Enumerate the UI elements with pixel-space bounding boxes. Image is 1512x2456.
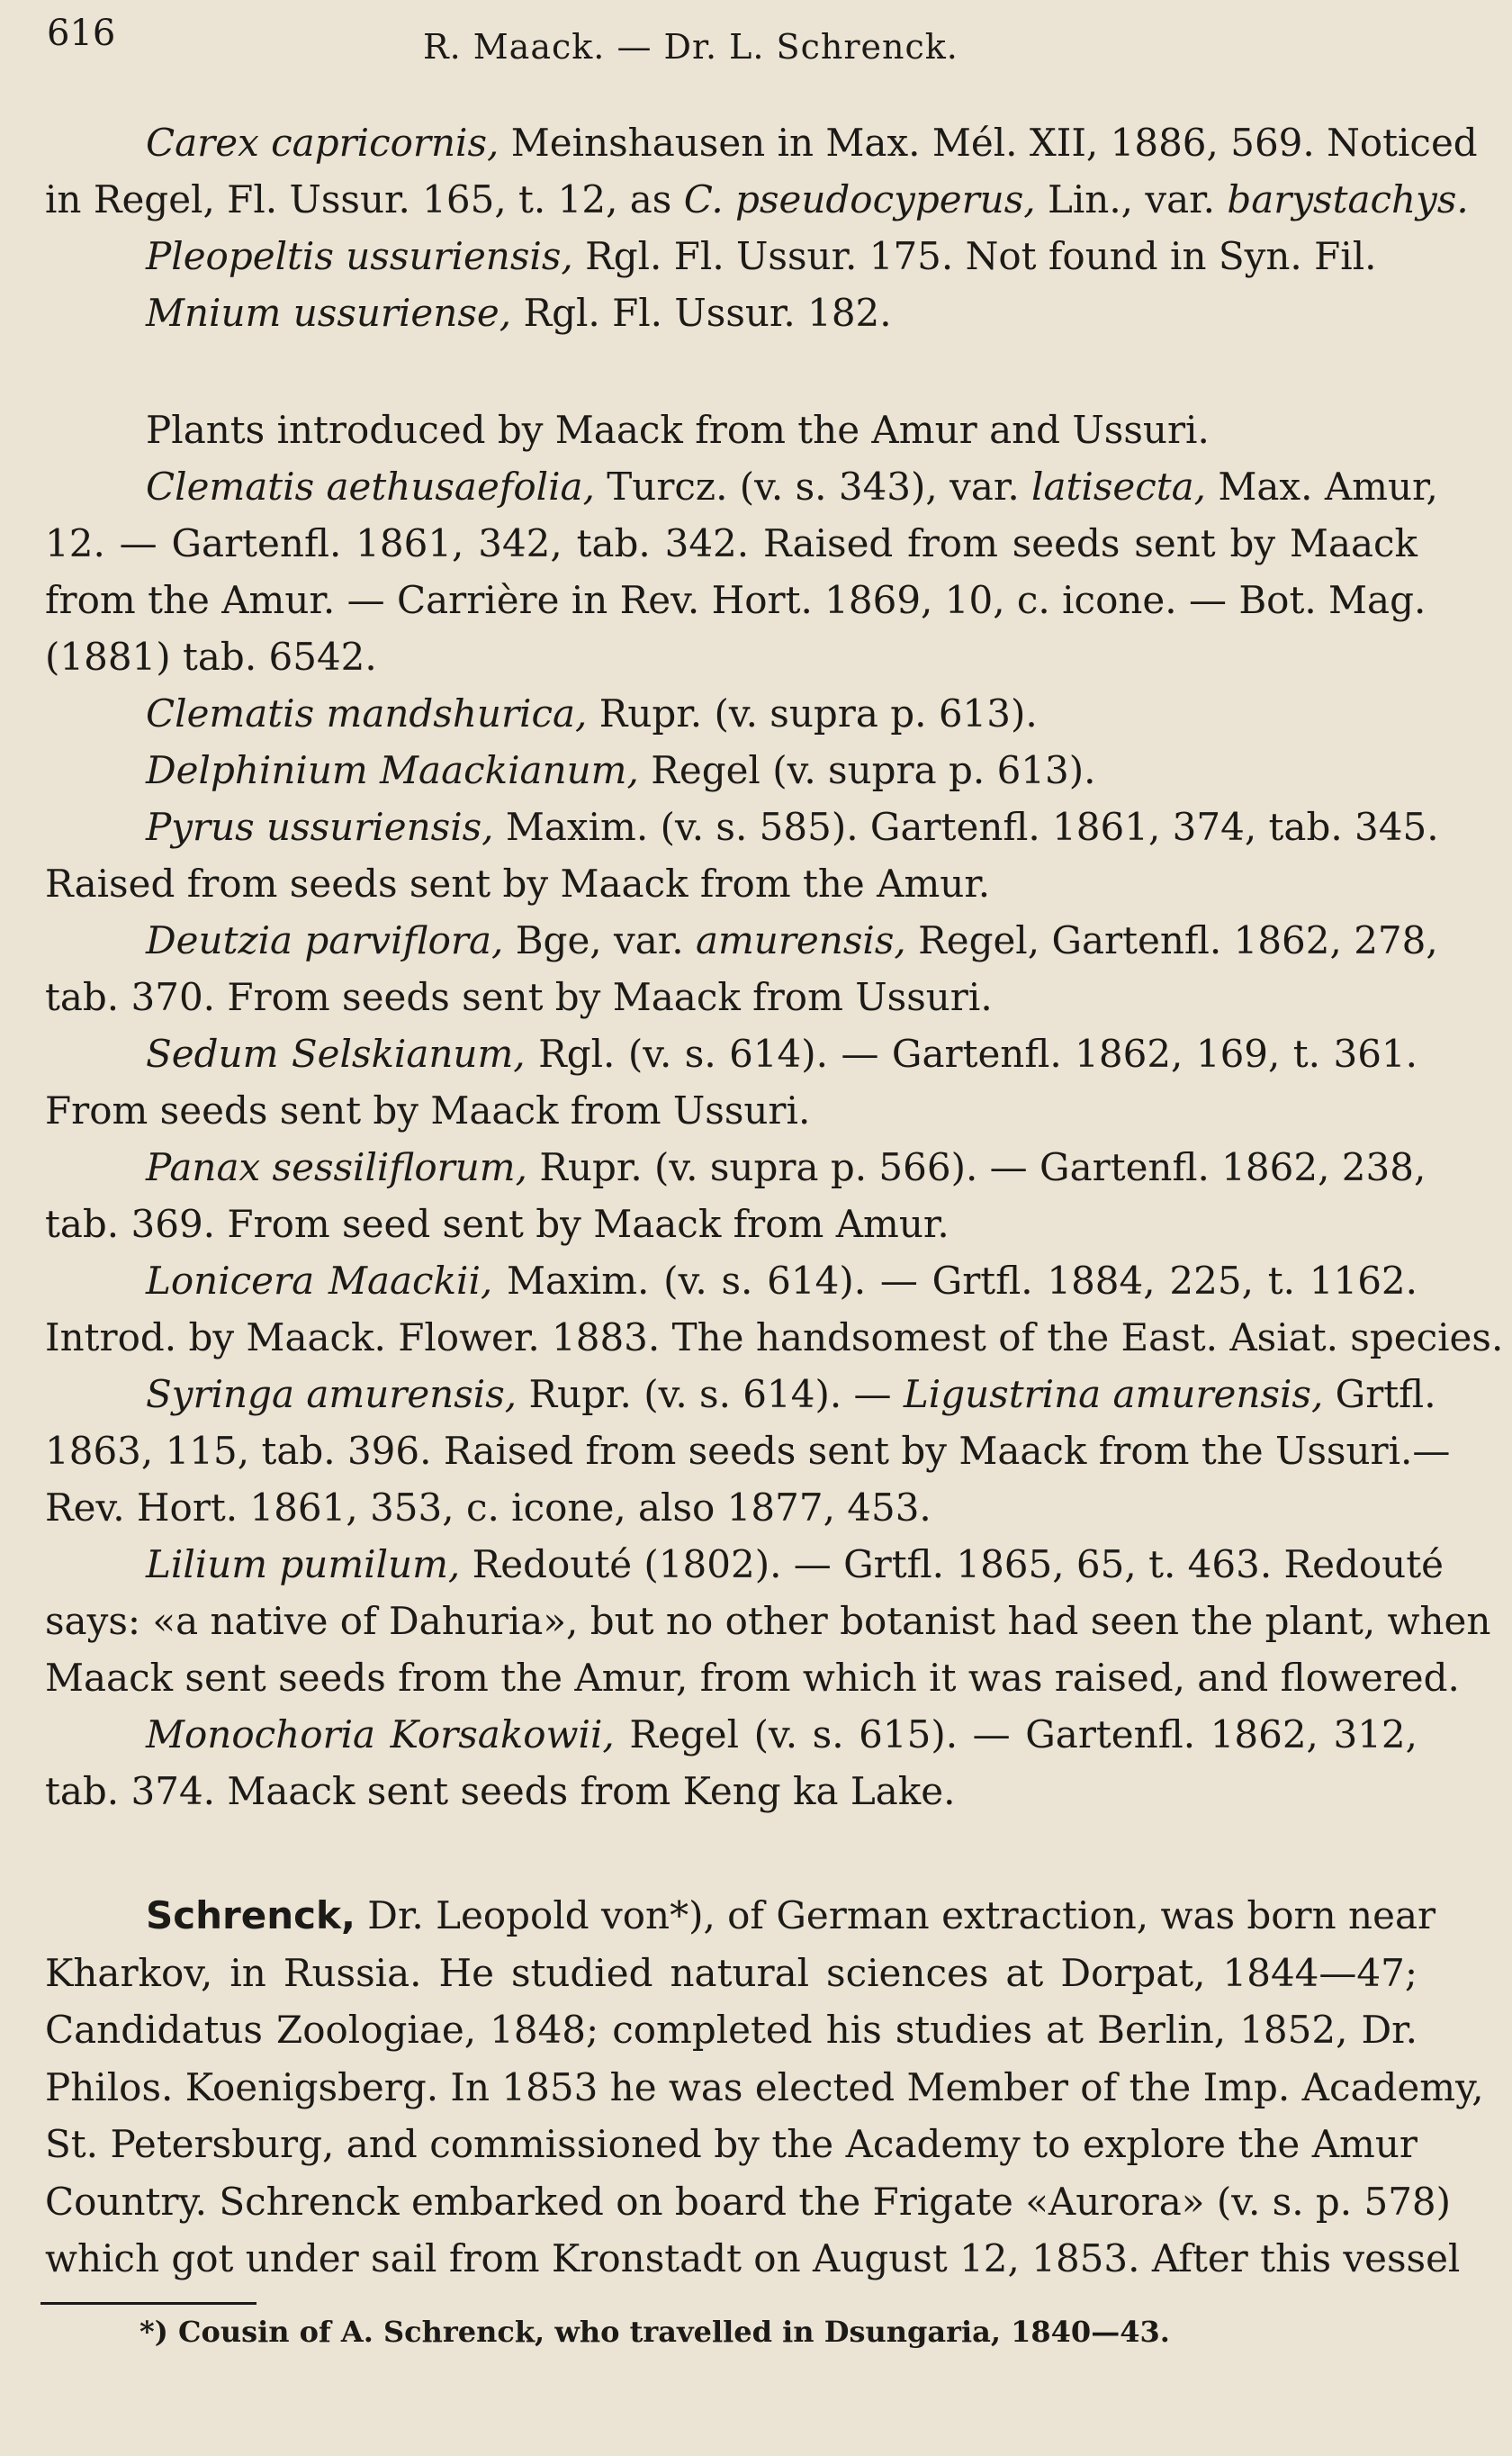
text-line xyxy=(45,629,1418,685)
italic-span: latisecta, xyxy=(1031,465,1207,509)
text-span: Rupr. (v. supra p. 613). xyxy=(587,691,1038,736)
text-span: Max. Amur, xyxy=(1206,465,1438,509)
italic-span: Sedum Selskianum, xyxy=(146,1032,526,1076)
text-line xyxy=(146,1026,1418,1082)
text-span: from the Amur. — Carrière in Rev. Hort. 1869, 10, c. icone. — Bot. Mag. xyxy=(45,578,1426,622)
text-line xyxy=(146,1707,1418,1763)
text-span: Maack sent seeds from the Amur, from which it was raised, and flowered. xyxy=(45,1656,1460,1700)
text-line xyxy=(146,799,1439,855)
text-line xyxy=(146,1253,1418,1309)
text-span: Rev. Hort. 1861, 353, c. icone, also 1877, 453. xyxy=(45,1485,932,1530)
text-span: Regel (v. s. 615). — Gartenfl. 1862, 312, xyxy=(614,1712,1418,1756)
text-line xyxy=(45,970,1418,1025)
text-span: Plants introduced by Maack from the Amur and Ussuri. xyxy=(146,408,1210,452)
italic-span: Panax sessiliflorum, xyxy=(146,1145,527,1189)
text-span: Turcz. (v. s. 343), var. xyxy=(594,465,1032,509)
text-span: says: «a native of Dahuria», but no other botanist had seen the plant, when xyxy=(45,1599,1491,1643)
text-span: Rgl. Fl. Ussur. 182. xyxy=(511,291,892,335)
text-span: Kharkov, in Russia. He studied natural sciences at Dorpat, 1844—47; xyxy=(45,1951,1418,1995)
text-span: Redouté (1802). — Grtfl. 1865, 65, t. 463. Redouté xyxy=(460,1542,1444,1586)
italic-span: Delphinium Maackianum, xyxy=(146,748,639,792)
italic-span: barystachys. xyxy=(1227,177,1469,221)
text-line xyxy=(146,402,1418,458)
italic-span: Pyrus ussuriensis, xyxy=(146,805,494,849)
text-span: Philos. Koenigsberg. In 1853 he was elected Member of the Imp. Academy, xyxy=(45,2065,1484,2109)
italic-span: Lilium pumilum, xyxy=(146,1542,461,1586)
text-line xyxy=(45,1764,1418,1819)
text-line xyxy=(146,1140,1426,1196)
text-line xyxy=(146,285,1418,341)
text-line xyxy=(146,1888,1436,1944)
text-line xyxy=(45,2174,1452,2230)
bold-name: Schrenck, xyxy=(146,1893,356,1937)
italic-span: Syringa amurensis, xyxy=(146,1372,518,1416)
text-span: Country. Schrenck embarked on board the Frigate «Aurora» (v. s. p. 578) xyxy=(45,2180,1452,2224)
text-line xyxy=(146,913,1438,969)
footnote: *) Cousin of A. Schrenck, who travelled in Dsungaria, 1840—43. xyxy=(140,2315,1170,2349)
text-line xyxy=(146,743,1418,799)
text-span: Rgl. Fl. Ussur. 175. Not found in Syn. Fil. xyxy=(572,234,1377,278)
italic-span: Pleopeltis ussuriensis, xyxy=(146,234,573,278)
text-span: which got under sail from Kronstadt on August 12, 1853. After this vessel xyxy=(45,2236,1461,2280)
text-line xyxy=(45,573,1426,628)
running-head: R. Maack. — Dr. L. Schrenck. xyxy=(423,27,958,67)
text-span: Maxim. (v. s. 614). — Grtfl. 1884, 225, t. 1162. xyxy=(492,1259,1418,1303)
italic-span: Monochoria Korsakowii, xyxy=(146,1712,615,1756)
italic-span: Mnium ussuriense, xyxy=(146,291,512,335)
text-span: tab. 369. From seed sent by Maack from Amur. xyxy=(45,1202,950,1246)
page-number: 616 xyxy=(47,13,116,54)
text-span: Maxim. (v. s. 585). Gartenfl. 1861, 374, tab. 345. xyxy=(493,805,1439,849)
text-span: Rupr. (v. supra p. 566). — Gartenfl. 1862, 238, xyxy=(526,1145,1426,1189)
text-span: tab. 374. Maack sent seeds from Keng ka Lake. xyxy=(45,1769,956,1813)
text-line xyxy=(45,1083,1418,1139)
text-line xyxy=(45,1594,1491,1649)
text-line xyxy=(45,1480,1418,1536)
italic-span: Lonicera Maackii, xyxy=(146,1259,493,1303)
text-line xyxy=(45,1196,1418,1252)
text-line xyxy=(45,2060,1484,2116)
text-span: (1881) tab. 6542. xyxy=(45,635,377,679)
text-span: Dr. Leopold von*), of German extraction, was born near xyxy=(355,1893,1436,1937)
text-line xyxy=(45,1423,1451,1479)
italic-span: Deutzia parviflora, xyxy=(146,918,504,962)
text-line xyxy=(45,2231,1461,2287)
text-span: tab. 370. From seeds sent by Maack from Ussuri. xyxy=(45,975,993,1019)
text-line xyxy=(146,459,1438,515)
text-span: in Regel, Fl. Ussur. 165, t. 12, as xyxy=(45,177,684,221)
footnote-rule xyxy=(40,2302,256,2305)
text-line xyxy=(45,2117,1418,2172)
text-line xyxy=(45,172,1469,228)
text-span: St. Petersburg, and commissioned by the Academy to explore the Amur xyxy=(45,2122,1418,2166)
text-span: Rupr. (v. s. 614). — xyxy=(517,1372,904,1416)
text-span: 12. — Gartenfl. 1861, 342, tab. 342. Raised from seeds sent by Maack xyxy=(45,521,1418,565)
italic-span: Ligustrina amurensis, xyxy=(903,1372,1324,1416)
text-span: 1863, 115, tab. 396. Raised from seeds sent by Maack from the Ussuri.— xyxy=(45,1429,1451,1473)
text-line xyxy=(146,229,1418,284)
italic-span: Carex capricornis, xyxy=(146,121,500,165)
text-span: Candidatus Zoologiae, 1848; completed his studies at Berlin, 1852, Dr. xyxy=(45,2008,1418,2052)
italic-span: Clematis mandshurica, xyxy=(146,691,588,736)
text-span: Rgl. (v. s. 614). — Gartenfl. 1862, 169, t. 361. xyxy=(525,1032,1418,1076)
text-span: Lin., var. xyxy=(1035,177,1228,221)
text-span: Introd. by Maack. Flower. 1883. The handsomest of the East. Asiat. species. xyxy=(45,1315,1504,1359)
text-line xyxy=(45,1650,1460,1706)
text-line xyxy=(146,1537,1444,1593)
text-line xyxy=(45,1310,1504,1366)
italic-span: C. pseudocyperus, xyxy=(683,177,1036,221)
italic-span: Clematis aethusaefolia, xyxy=(146,465,595,509)
page-header xyxy=(45,13,1458,67)
text-line xyxy=(45,2002,1418,2058)
text-span: Meinshausen in Max. Mél. XII, 1886, 569. Noticed xyxy=(499,121,1478,165)
text-span: Raised from seeds sent by Maack from the Amur. xyxy=(45,862,991,906)
text-line xyxy=(146,686,1418,742)
text-line xyxy=(45,1946,1418,2001)
text-span: Bge, var. xyxy=(503,918,696,962)
italic-span: amurensis, xyxy=(695,918,906,962)
text-span: Regel (v. supra p. 613). xyxy=(638,748,1096,792)
text-span: Regel, Gartenfl. 1862, 278, xyxy=(905,918,1438,962)
text-line xyxy=(45,856,1418,912)
text-line xyxy=(45,516,1418,572)
text-span: From seeds sent by Maack from Ussuri. xyxy=(45,1088,811,1133)
text-line xyxy=(146,1367,1436,1422)
text-span: Grtfl. xyxy=(1323,1372,1436,1416)
text-line xyxy=(146,115,1478,171)
